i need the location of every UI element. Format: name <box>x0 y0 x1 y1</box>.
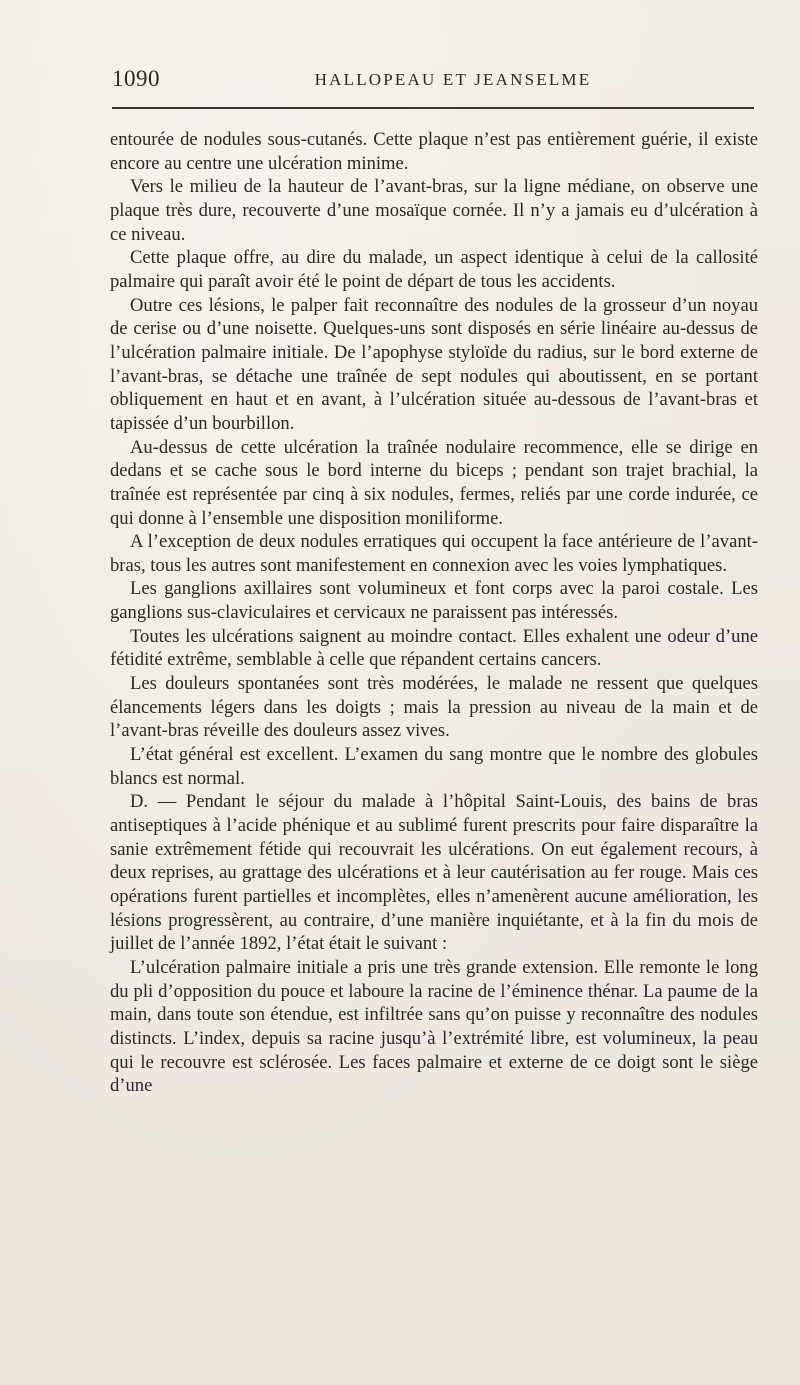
paragraph: Cette plaque offre, au dire du malade, un aspect identique à celui de la callosité palmaire qui paraît avoir été le point de départ de tous les accidents. <box>110 247 758 292</box>
paragraph: Les ganglions axillaires sont volumineux et font corps avec la paroi costale. Les ganglions sus-claviculaires et cervicaux ne paraissent pas intéressés. <box>110 578 758 624</box>
paragraph: L’état général est excellent. L’examen du sang montre que le nombre des globules blancs est normal. <box>110 744 758 789</box>
paragraph: L’ulcération palmaire initiale a pris une très grande extension. Elle remonte le long du pli d’opposition du pouce et laboure la racine de l’éminence thénar. La paume de la main, dans toute son étendue, est infiltrée sans qu’on puisse y reconnaître des nodules distincts. L’index, depuis sa racine jusqu’à l’extrémité libre, est volumineux, la peau qui le recouvre est sclérosée. Les faces palmaire et externe de ce doigt sont le siège d’une <box>110 956 758 1097</box>
running-head: HALLOPEAU ET JEANSELME <box>314 70 592 89</box>
paragraph: Au-dessus de cette ulcération la traînée nodulaire recommence, elle se dirige en dedans et se cache sous le bord interne du biceps ; pendant son trajet brachial, la traînée est représentée par cinq à six nodules, fermes, reliés par une corde indurée, ce qui donne à l’ensemble une disposition moniliforme. <box>110 436 758 529</box>
page-number: 1090 <box>112 66 160 91</box>
body-text <box>110 128 758 1098</box>
header-rule <box>112 107 754 109</box>
paragraph: entourée de nodules sous-cutanés. Cette plaque n’est pas entièrement guérie, il existe encore au centre une ulcération minime. <box>110 129 758 174</box>
paragraph: Les douleurs spontanées sont très modérées, le malade ne ressent que quelques élancements légers dans les doigts ; mais la pression au niveau de la main et de l’avant-bras réveille des douleurs assez vives. <box>110 673 758 742</box>
paragraph: Vers le milieu de la hauteur de l’avant-bras, sur la ligne médiane, on observe une plaque très dure, recouverte d’une mosaïque cornée. Il n’y a jamais eu d’ulcération à ce niveau. <box>110 176 758 245</box>
paragraph: A l’exception de deux nodules erratiques qui occupent la face antérieure de l’avant-bras, tous les autres sont manifestement en connexion avec les voies lymphatiques. <box>110 531 758 576</box>
page-header <box>112 66 754 100</box>
paragraph: Outre ces lésions, le palper fait reconnaître des nodules de la grosseur d’un noyau de cerise ou d’une noisette. Quelques-uns sont disposés en série linéaire au-dessus de l’ulcération palmaire initiale. De l’apophyse styloïde du radius, sur le bord externe de l’avant-bras, se détache une traînée de sept nodules qui aboutissent, en se portant obliquement en haut et en avant, à l’ulcération située au-dessous de l’avant-bras et tapissée d’un bourbillon. <box>110 294 758 434</box>
paragraph: D. — Pendant le séjour du malade à l’hôpital Saint-Louis, des bains de bras antiseptiques à l’acide phénique et au sublimé furent prescrits pour faire disparaître la sanie extrêmement fétide qui recouvrait les ulcérations. On eut également recours, à deux reprises, au grattage des ulcérations et à leur cautérisation au fer rouge. Mais ces opérations furent partielles et incomplètes, elles n’amenèrent aucune amélioration, les lésions progressèrent, au contraire, d’une manière inquiétante, et à la fin du mois de juillet de l’année 1892, l’état était le suivant : <box>110 791 758 955</box>
paragraph: Toutes les ulcérations saignent au moindre contact. Elles exhalent une odeur d’une fétidité extrême, semblable à celle que répandent certains cancers. <box>110 625 758 671</box>
